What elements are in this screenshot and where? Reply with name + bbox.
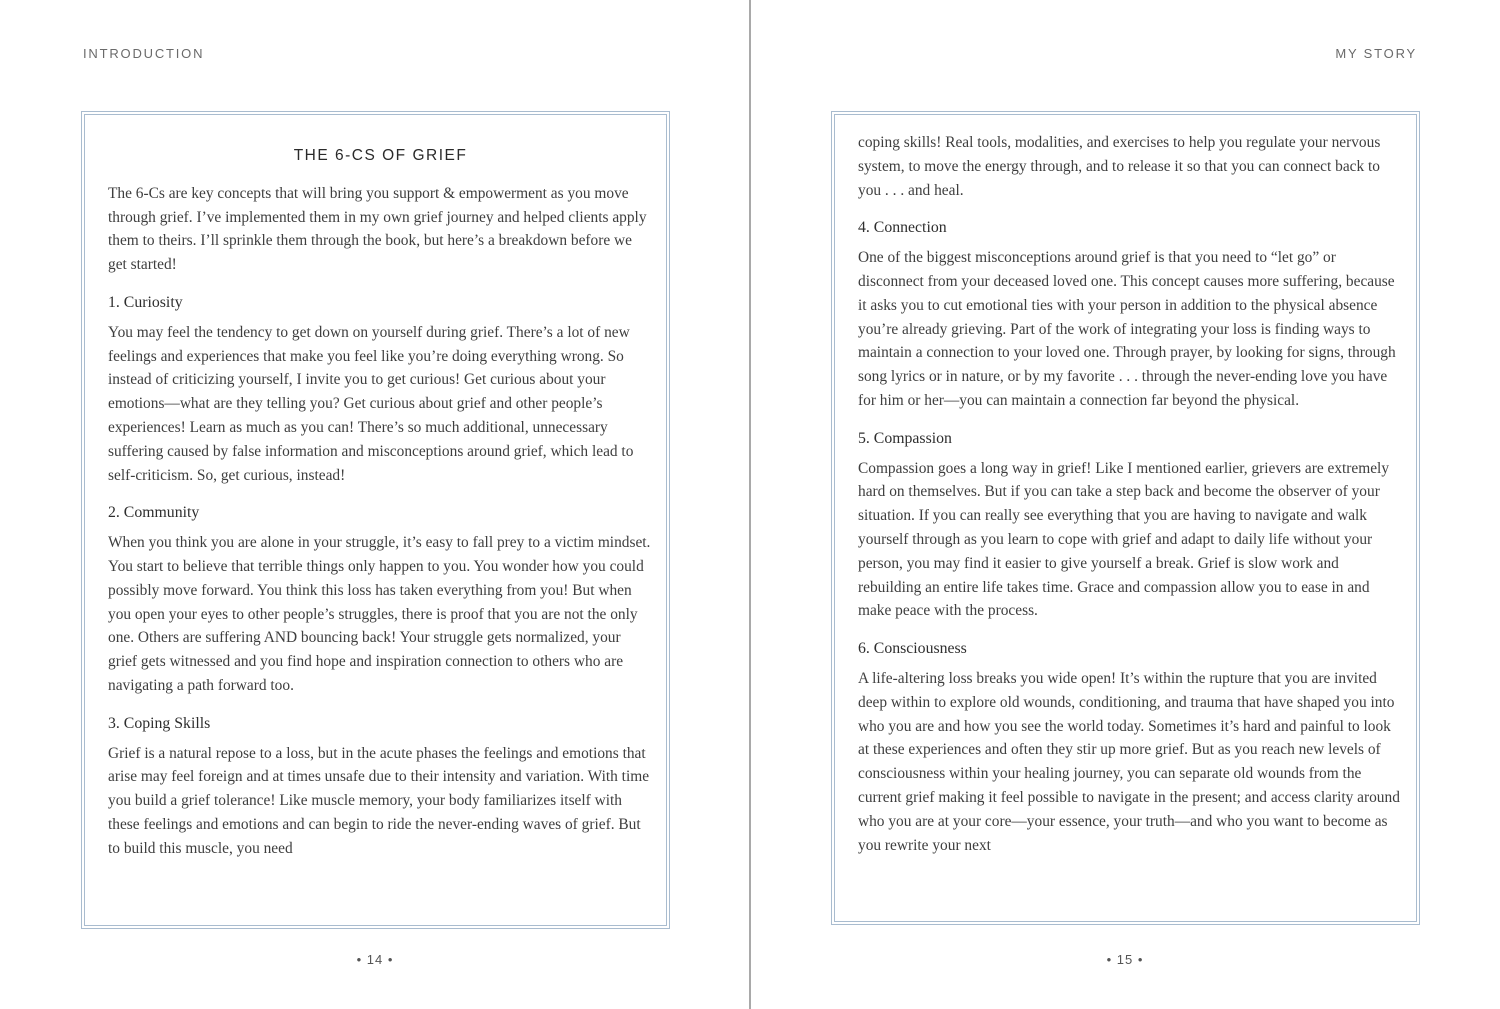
section-body-compassion: Compassion goes a long way in grief! Like I mentioned earlier, grievers are extremely hard on themselves. But if you can take a step back and become the observer of your situation. If you can really see everything that you are having to navigate and walk yourself through as you learn to cope with grief and adapt to daily life without your person, you may find it easier to give yourself a break. Grief is slow work and rebuilding an entire life takes time. Grace and compassion allow you to ease in and make peace with the process. xyxy=(858,459,1390,620)
section-heading-curiosity: 1. Curiosity xyxy=(108,293,183,311)
sidebar-content-right xyxy=(858,131,1403,857)
intro-paragraph: The 6-Cs are key concepts that will bring you support & empowerment as you move through grief. I’ve implemented them in my own grief journey and helped clients apply them to theirs. I’ll sprinkle them through the book, but here’s a breakdown before we get started! xyxy=(108,184,647,274)
continuation-paragraph: coping skills! Real tools, modalities, and exercises to help you regulate your nervous system, to move the energy through, and to release it so that you can connect back to you . . . and heal. xyxy=(858,134,1381,199)
sidebar-content-left xyxy=(108,140,653,861)
section-body-community: When you think you are alone in your struggle, it’s easy to fall prey to a victim mindset. You start to believe that terrible things only happen to you. You wonder how you could possibly move forward. You think this loss has taken everything from you! But when you open your eyes to other people’s struggles, there is proof that you are not the only one. Others are suffering AND bouncing back! Your struggle gets normalized, your grief gets witnessed and you find hope and inspiration connection to others who are navigating a path forward too. xyxy=(108,534,651,694)
running-head-left: INTRODUCTION xyxy=(83,46,205,61)
section-body-connection: One of the biggest misconceptions around grief is that you need to “let go” or disconnect from your deceased loved one. This concept causes more suffering, because it asks you to cut emotional ties with your person in addition to the physical absence you’re already grieving. Part of the work of integrating your loss is finding ways to maintain a connection to your loved one. Through prayer, by looking for signs, through song lyrics or in nature, or by my favorite . . . through the never-ending love you have for him or her—you can maintain a connection far beyond the physical. xyxy=(858,249,1396,409)
section-body-coping-skills: Grief is a natural repose to a loss, but in the acute phases the feelings and emotions that arise may feel foreign and at times unsafe due to their intensity and variation. With time you build a grief tolerance! Like muscle memory, your body familiarizes itself with these feelings and emotions and can begin to ride the never-ending waves of grief. But to build this muscle, you need xyxy=(108,744,650,857)
section-body-curiosity: You may feel the tendency to get down on yourself during grief. There’s a lot of new feelings and experiences that make you feel like you’re doing everything wrong. So instead of criticizing yourself, I invite you to get curious! Get curious about your emotions—what are they telling you? Get curious about grief and other people’s experiences! Learn as much as you can! There’s so much additional, unnecessary suffering caused by false information and misconceptions around grief, which lead to self-criticism. So, get curious, instead! xyxy=(108,323,634,484)
page-number-right: • 15 • xyxy=(1106,952,1144,967)
sidebar-title: THE 6-CS OF GRIEF xyxy=(293,147,468,164)
section-heading-compassion: 5. Compassion xyxy=(858,429,952,447)
section-heading-community: 2. Community xyxy=(108,504,200,522)
section-heading-coping-skills: 3. Coping Skills xyxy=(108,714,211,732)
running-head-right: MY STORY xyxy=(1335,46,1417,61)
section-heading-connection: 4. Connection xyxy=(858,219,947,237)
page-number-left: • 14 • xyxy=(356,952,394,967)
section-heading-consciousness: 6. Consciousness xyxy=(858,640,967,658)
right-page xyxy=(750,0,1500,1009)
section-body-consciousness: A life-altering loss breaks you wide open! It’s within the rupture that you are invited deep within to explore old wounds, conditioning, and trauma that have shaped you into who you are and how you see the world today. Sometimes it’s hard and painful to look at these experiences and often they stir up more grief. But as you reach new levels of consciousness within your healing journey, you can separate old wounds from the current grief making it feel possible to navigate in the present; and access clarity around who you are at your core—your essence, your truth—and who you want to become as you rewrite your next xyxy=(858,669,1400,854)
